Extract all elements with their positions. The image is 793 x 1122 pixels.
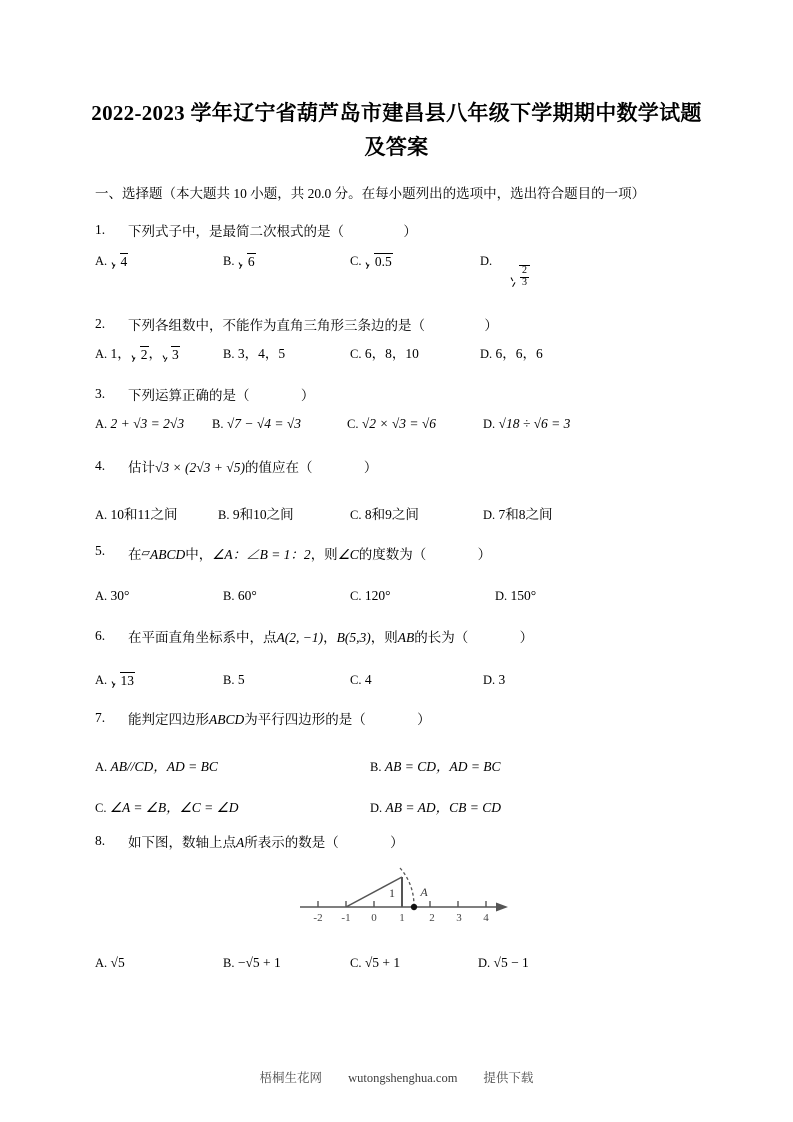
footer-note: 提供下载	[483, 1071, 534, 1085]
option-label: C.	[350, 673, 362, 687]
option-label: B.	[223, 254, 235, 268]
tick-label-0: 0	[371, 912, 377, 924]
radicand: 6	[247, 254, 255, 269]
option-expression: √18 ÷ √6 = 3	[498, 416, 571, 431]
quadrilateral-name: ABCD	[149, 547, 186, 562]
question-8-stem-text: 如下图，数轴上点	[128, 835, 236, 850]
section-heading-text: 一、选择题（本大题共 10 小题，共 20.0 分。在每小题列出的选项中，选出符合题目的一项）	[95, 186, 646, 201]
sqrt-symbol	[162, 346, 180, 363]
range-conj: 和	[124, 507, 138, 522]
range-high: 10	[253, 507, 267, 522]
question-2-stem-text: 下列各组数中，不能作为直角三角形三条边的是（	[128, 318, 425, 333]
option-text: 4	[364, 672, 372, 687]
question-7-option-c	[95, 796, 238, 816]
question-6-option-a	[95, 672, 135, 689]
question-5-stem-mid2: ，则	[310, 547, 338, 562]
question-6-stem-close: ）	[519, 630, 534, 645]
title-line-1: 2022-2023 学年辽宁省葫芦岛市建昌县八年级下学期期中数学试题	[91, 101, 702, 125]
option-label: D.	[483, 508, 496, 522]
fraction-denominator: 3	[522, 276, 527, 288]
segment-ab: AB	[397, 630, 415, 645]
option-label: B.	[223, 589, 235, 603]
question-7-number: 7.	[95, 710, 106, 725]
option-label: C.	[350, 347, 362, 361]
height-label: 1	[389, 886, 395, 900]
question-5-number: 5.	[95, 543, 106, 558]
tick-label--2: -2	[313, 912, 323, 924]
option-text: 30°	[110, 588, 130, 603]
question-6-option-b	[223, 672, 245, 688]
option-label: B.	[223, 347, 235, 361]
radicand: 4	[120, 254, 128, 269]
radicand-fraction	[519, 265, 530, 288]
option-label: A.	[95, 254, 108, 268]
tick-label--1: -1	[341, 912, 351, 924]
option-text: 60°	[237, 588, 257, 603]
option-label: A.	[95, 347, 108, 361]
question-5-stem	[128, 543, 491, 565]
quadrilateral-name: ABCD	[209, 712, 245, 727]
question-3-stem-text: 下列运算正确的是（	[128, 388, 250, 403]
question-7-stem-close: ）	[417, 712, 431, 727]
option-text: 6，6，6	[495, 346, 543, 361]
point-b-coords: B(5,3)	[336, 630, 371, 645]
footer-domain[interactable]: wutongshenghua.com	[348, 1071, 458, 1085]
option-expression: √5	[110, 955, 125, 970]
coord-separator: ，	[323, 630, 337, 645]
option-expression: 2 + √3 = 2√3	[110, 416, 185, 431]
question-2-option-c	[350, 342, 419, 362]
range-low: 9	[232, 507, 240, 522]
option-label: C.	[350, 589, 362, 603]
sqrt-symbol	[238, 253, 256, 270]
question-4-stem-close: ）	[363, 460, 378, 475]
option-label: B.	[212, 417, 224, 431]
question-8-number: 8.	[95, 833, 106, 848]
number-line-svg	[296, 856, 512, 928]
question-8-option-c	[350, 955, 400, 971]
angle-c: ∠C	[337, 547, 359, 562]
option-label: C.	[95, 801, 107, 815]
option-expression: AB = CD，AD = BC	[384, 759, 501, 774]
option-label: B.	[370, 760, 382, 774]
option-expression: √5 − 1	[493, 955, 529, 970]
question-3-option-d	[483, 416, 570, 432]
question-1-stem	[128, 222, 417, 242]
question-7-stem-mid: 为平行四边形的是（	[244, 712, 366, 727]
radicand: 3	[172, 347, 179, 362]
question-4-option-d	[483, 503, 553, 523]
option-text: 1，	[110, 346, 131, 361]
title-line-2: 及答案	[364, 135, 429, 159]
range-high: 8	[518, 507, 526, 522]
range-conj: 和	[505, 507, 519, 522]
option-expression: −√5 + 1	[237, 955, 281, 970]
tick-label-1: 1	[399, 912, 405, 924]
page-title	[70, 96, 723, 164]
option-expression: √2 × √3 = √6	[361, 416, 437, 431]
range-low: 10	[110, 507, 125, 522]
option-label: A.	[95, 589, 108, 603]
question-2-stem	[128, 316, 498, 336]
question-4-stem-mid: 的值应在（	[244, 460, 313, 475]
radicand: 0.5	[374, 254, 392, 269]
sqrt-symbol	[131, 346, 149, 363]
question-7-option-b	[370, 755, 501, 775]
question-4-stem	[128, 458, 377, 478]
option-label: C.	[350, 956, 362, 970]
question-2-stem-close: ）	[484, 318, 498, 333]
sqrt-symbol	[111, 253, 129, 270]
question-4-expression: √3 × (2√3 + √5)	[155, 460, 245, 475]
question-8-stem	[128, 833, 404, 853]
option-expression: AB//CD，AD = BC	[110, 759, 218, 774]
number-line-figure	[296, 856, 512, 928]
option-label: A.	[95, 508, 108, 522]
footer-site-name: 梧桐生花网	[259, 1071, 323, 1085]
option-label: D.	[495, 589, 508, 603]
point-a-coords: A(2, −1)	[276, 630, 324, 645]
question-4-option-a	[95, 503, 178, 523]
question-1-stem-text: 下列式子中，是最简二次根式的是（	[128, 224, 344, 239]
option-label: C.	[350, 254, 362, 268]
option-text: 3	[498, 672, 506, 687]
option-expression: AB = AD，CB = CD	[385, 800, 501, 815]
question-5-option-b	[223, 588, 257, 604]
option-text: 150°	[510, 588, 537, 603]
option-label: B.	[223, 673, 235, 687]
option-text: 5	[237, 672, 245, 687]
option-label: D.	[480, 347, 493, 361]
angle-ratio: ∠A：∠B = 1：2	[212, 547, 311, 562]
range-suffix: 之间	[266, 507, 294, 522]
question-8-option-b	[223, 955, 281, 971]
question-6-number: 6.	[95, 628, 106, 643]
question-8-stem-close: ）	[390, 835, 404, 850]
question-7-option-a	[95, 755, 218, 775]
option-label: C.	[350, 508, 362, 522]
range-low: 8	[364, 507, 372, 522]
question-2-number: 2.	[95, 316, 106, 331]
question-7-option-d	[370, 796, 501, 816]
tick-label-2: 2	[429, 912, 435, 924]
question-5-option-c	[350, 588, 391, 604]
point-a-figure-label: A	[420, 885, 428, 899]
question-1-option-a	[95, 253, 128, 270]
question-1-option-d	[480, 253, 527, 288]
question-8-option-a	[95, 955, 125, 971]
question-2-option-a	[95, 342, 180, 363]
question-1-option-b	[223, 253, 256, 270]
option-label: A.	[95, 417, 108, 431]
question-3-option-c	[347, 416, 436, 432]
question-8-stem-mid: 所表示的数是（	[244, 835, 339, 850]
question-3-option-b	[212, 416, 301, 432]
question-4-option-b	[218, 503, 294, 523]
question-2-option-b	[223, 342, 285, 362]
fraction-numerator: 2	[522, 265, 527, 276]
range-conj: 和	[371, 507, 386, 522]
parallelogram-icon: ▱	[141, 547, 150, 559]
question-7-stem	[128, 710, 431, 730]
question-3-option-a	[95, 416, 184, 432]
option-separator: ，	[148, 346, 163, 361]
option-label: A.	[95, 673, 108, 687]
question-3-stem-close: ）	[300, 388, 315, 403]
range-suffix: 之间	[391, 507, 419, 522]
question-8-option-d	[478, 955, 529, 971]
range-suffix: 之间	[525, 507, 553, 522]
option-label: D.	[483, 673, 496, 687]
tick-label-3: 3	[456, 912, 462, 924]
radicand: 13	[120, 673, 135, 688]
question-1-number: 1.	[95, 222, 106, 237]
option-expression: √5 + 1	[364, 955, 401, 970]
page-footer	[0, 1068, 793, 1086]
option-label: A.	[95, 760, 108, 774]
option-text: 3，4，5	[237, 346, 286, 361]
question-6-stem-tail: 的长为（	[414, 630, 469, 645]
range-conj: 和	[239, 507, 254, 522]
option-label: D.	[480, 254, 493, 268]
question-5-option-a	[95, 588, 129, 604]
question-7-stem-text: 能判定四边形	[128, 712, 209, 727]
range-suffix: 之间	[150, 507, 178, 522]
section-heading	[95, 184, 645, 204]
question-6-stem-mid: ，则	[370, 630, 398, 645]
option-label: B.	[223, 956, 235, 970]
option-text: 120°	[364, 588, 391, 603]
question-6-option-d	[483, 672, 505, 688]
option-label: C.	[347, 417, 359, 431]
question-5-stem-close: ）	[477, 547, 492, 562]
option-label: A.	[95, 956, 108, 970]
question-6-stem	[128, 628, 533, 648]
question-4-option-c	[350, 503, 419, 523]
question-6-stem-text: 在平面直角坐标系中，点	[128, 630, 277, 645]
question-5-stem-mid: 中，	[185, 547, 213, 562]
question-5-stem-tail: 的度数为（	[358, 547, 427, 562]
option-label: B.	[218, 508, 230, 522]
range-high: 11	[137, 507, 151, 522]
question-5-option-d	[495, 588, 536, 604]
question-3-number: 3.	[95, 386, 106, 401]
sqrt-symbol	[510, 265, 530, 288]
tick-label-4: 4	[483, 912, 489, 924]
question-5-stem-text: 在	[128, 547, 142, 562]
range-high: 9	[385, 507, 392, 522]
option-expression: ∠A = ∠B，∠C = ∠D	[109, 800, 239, 815]
sqrt-symbol	[111, 672, 136, 689]
radicand: 2	[140, 347, 148, 362]
question-1-option-c	[350, 253, 393, 270]
option-expression: √7 − √4 = √3	[226, 416, 302, 431]
question-2-option-d	[480, 342, 543, 362]
point-a-label: A	[236, 835, 245, 850]
option-text: 6，8，10	[364, 346, 419, 361]
question-4-stem-text: 估计	[128, 460, 155, 475]
question-1-stem-close: ）	[403, 224, 417, 239]
option-label: D.	[370, 801, 383, 815]
question-6-option-c	[350, 672, 372, 688]
question-4-number: 4.	[95, 458, 106, 473]
question-3-stem	[128, 386, 314, 406]
option-label: D.	[478, 956, 491, 970]
option-label: D.	[483, 417, 496, 431]
sqrt-symbol	[365, 253, 393, 270]
range-low: 7	[498, 507, 506, 522]
